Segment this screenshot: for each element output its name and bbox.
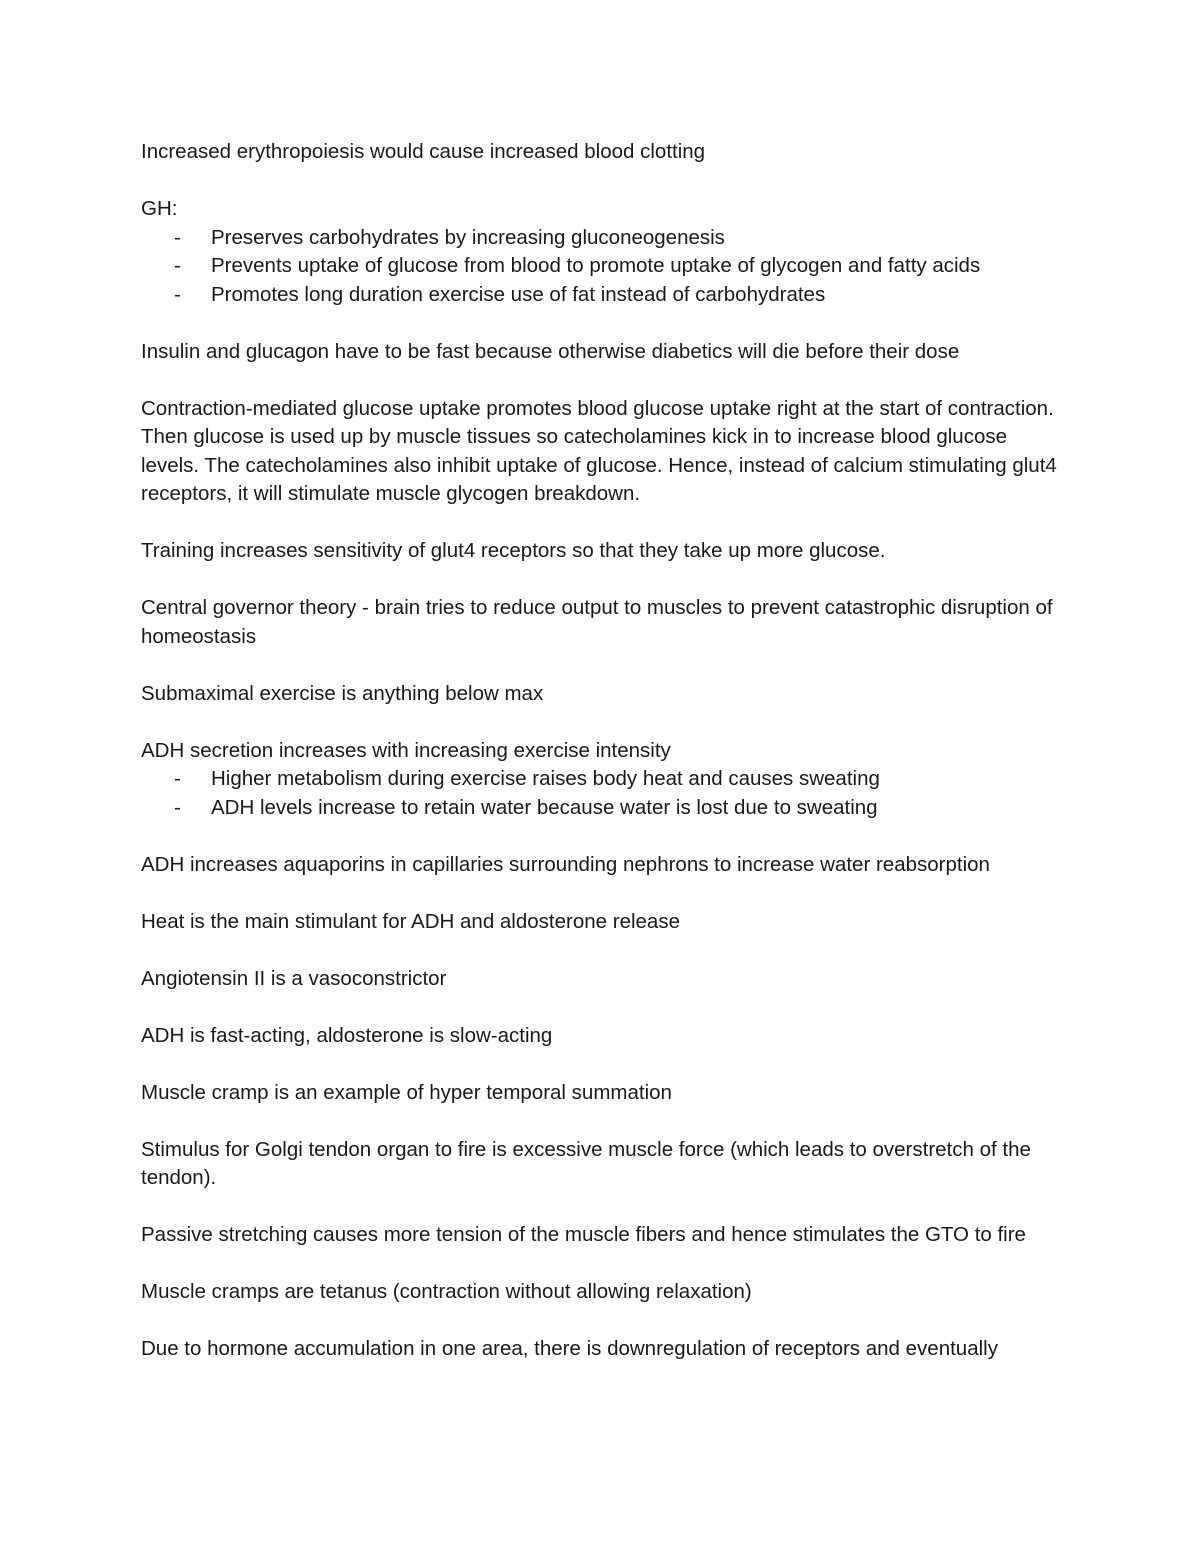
paragraph-passive-stretching: Passive stretching causes more tension of the muscle fibers and hence stimulates the GTO to fire	[141, 1223, 1026, 1246]
adh-heading: ADH secretion increases with increasing exercise intensity	[141, 738, 671, 762]
list-item	[141, 765, 1061, 794]
paragraph-tetanus: Muscle cramps are tetanus (contraction without allowing relaxation)	[141, 1280, 752, 1303]
paragraph-aquaporins: ADH increases aquaporins in capillaries surrounding nephrons to increase water reabsorption	[141, 852, 990, 876]
paragraph-erythropoiesis: Increased erythropoiesis would cause increased blood clotting	[141, 140, 706, 163]
bullet-dash: -	[174, 225, 181, 249]
adh-list	[141, 765, 1061, 822]
list-item-text: Preserves carbohydrates by increasing gluconeogenesis	[211, 225, 725, 249]
bullet-dash: -	[174, 282, 181, 306]
bullet-dash: -	[174, 795, 181, 819]
list-item-text: ADH levels increase to retain water because water is lost due to sweating	[211, 795, 878, 819]
paragraph-submaximal: Submaximal exercise is anything below max	[141, 681, 544, 705]
paragraph-training-glut4: Training increases sensitivity of glut4 receptors so that they take up more glucose.	[141, 539, 886, 562]
bullet-dash: -	[174, 254, 181, 277]
list-item	[141, 794, 1061, 823]
list-item	[141, 224, 1061, 253]
list-item-text: Promotes long duration exercise use of fat instead of carbohydrates	[211, 282, 826, 306]
gh-list	[141, 224, 1061, 310]
document-body	[141, 138, 1061, 1392]
paragraph-heat-stimulant: Heat is the main stimulant for ADH and aldosterone release	[141, 909, 680, 933]
paragraph-insulin-glucagon: Insulin and glucagon have to be fast because otherwise diabetics will die before their dose	[141, 339, 960, 363]
paragraph-muscle-cramp-summation: Muscle cramp is an example of hyper temporal summation	[141, 1080, 672, 1104]
paragraph-hormone-accumulation: Due to hormone accumulation in one area, there is downregulation of receptors and eventually	[141, 1337, 998, 1360]
gh-heading: GH:	[141, 197, 178, 220]
paragraph-contraction-glucose: Contraction-mediated glucose uptake promotes blood glucose uptake right at the start of contraction. Then glucose is used up by muscle tissues so catecholamines kick in to increase blood glucose levels. The catecholamines also inhibit uptake of glucose. Hence, instead of calcium stimulating glut4 receptors, it will stimulate muscle glycogen breakdown.	[141, 396, 1063, 505]
paragraph-adh-aldosterone: ADH is fast-acting, aldosterone is slow-acting	[141, 1023, 553, 1047]
paragraph-central-governor: Central governor theory - brain tries to reduce output to muscles to prevent catastrophic disruption of homeostasis	[141, 596, 1059, 648]
list-item-text: Prevents uptake of glucose from blood to promote uptake of glycogen and fatty acids	[211, 254, 981, 277]
list-item	[141, 281, 1061, 310]
list-item	[141, 252, 1061, 281]
bullet-dash: -	[174, 767, 181, 790]
list-item-text: Higher metabolism during exercise raises body heat and causes sweating	[211, 767, 880, 790]
paragraph-golgi-tendon: Stimulus for Golgi tendon organ to fire is excessive muscle force (which leads to overstretch of the tendon).	[141, 1137, 1037, 1189]
paragraph-angiotensin: Angiotensin II is a vasoconstrictor	[141, 966, 447, 990]
